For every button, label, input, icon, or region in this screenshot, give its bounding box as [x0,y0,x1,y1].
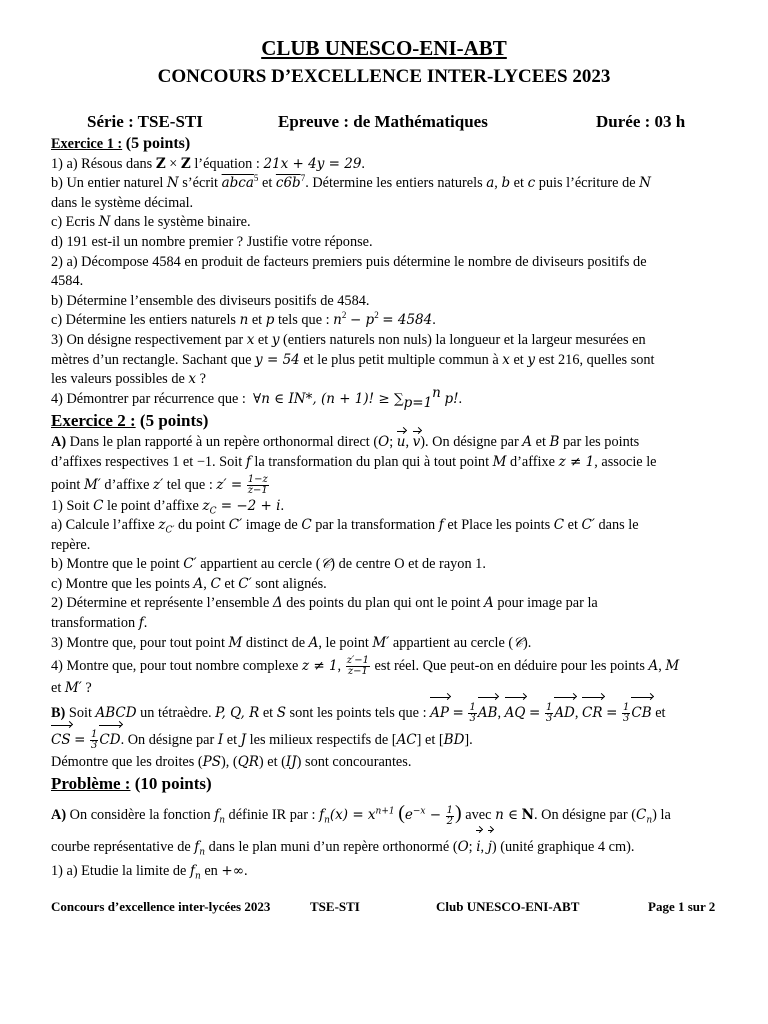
ex1-line: 2) a) Décompose 4584 en produit de facteurs premiers puis détermine le nombre de diviseurs positifs de [51,253,647,270]
ex2-line: d’affixes respectives 1 et −1. Soit f la transformation du plan qui à tout point M d’affixe z ≠ 1, associe le [51,453,657,470]
ex1-line: b) Un entier naturel N s’écrit abca$^5$ et $c6b^7$. Détermine les entiers naturels a, b et c puis l’écriture de N [51,173,651,192]
ex1-line: b) Détermine l’ensemble des diviseurs positifs de 4584. [51,292,370,309]
ex1-line: dans le système décimal. [51,194,194,211]
ex2-line: 3) Montre que, pour tout point M distinct de A, le point M′ appartient au cercle (𝒞). [51,634,532,651]
ex2-line: b) Montre que le point C′ appartient au cercle (𝒞) de centre O et de rayon 1. [51,556,486,573]
footer-right: Club UNESCO-ENI-ABT [436,899,580,914]
exam-body [51,134,721,882]
ex2-line: A) Dans le plan rapporté à un repère orthonormal direct (O; u, v). On désigne par A et B par les points [51,433,721,453]
ex1-line: c) Ecris N dans le système binaire. [51,214,251,231]
ex2-line: 2) Détermine et représente l’ensemble Δ des points du plan qui ont le point A pour image par la [51,595,598,612]
ex2-line: c) Montre que les points A, C et C′ sont alignés. [51,575,327,592]
probleme-heading [51,772,721,796]
ex2-line: 1) Soit C le point d’affixe $z_C = -2 + i$. [51,497,285,517]
ex2-line: 4) Montre que, pour tout nombre complexe z ≠ 1, $\frac{z'-1}{z-1}$ est réel. Que peut-on en déduire pour les points A, M [51,655,680,678]
exercise2-points: (5 points) [139,411,209,431]
epreuve-label: Epreuve : de Mathématiques [278,112,488,131]
ex1-line: 4) Démontrer par récurrence que : ∀n ∈ IN*, (n + 1)! ≥ $\sum_{p=1}^n$ p!. [51,384,463,411]
page-subtitle: CONCOURS D’EXCELLENCE INTER-LYCEES 2023 [157,66,611,87]
exercise2-heading [51,409,721,433]
exercise1-heading [51,134,721,155]
page-title: CLUB UNESCO-ENI-ABT [261,36,507,60]
ex2-line: et M′ ? [51,680,92,697]
ex2-line: point M′ d’affixe z′ tel que : z′ = $\frac{1-z}{z̄-1}$ [51,473,268,496]
ex2-line: B) Soit ABCD un tétraèdre. P, Q, R et S sont les points tels que : AP = $\frac{1}{3}$ AB, AQ = $\frac{1}{3}$ AD, CR = $\frac{1}{3}$ CB et [51,699,721,727]
probleme-label: Problème : [51,774,131,794]
ex1-line: c) Détermine les entiers naturels n et p tels que : $n^2 - p^2 = 4584$. [51,310,436,329]
prob-line: courbe représentative de $f_n$ dans le plan muni d’un repère orthonormé (O; i, j) (unité graphique 4 cm). [51,832,721,862]
duree-label: Durée : 03 h [596,112,686,131]
ex1-line: 4584. [51,273,84,290]
ex2-line: repère. [51,536,91,553]
ex1-line: les valeurs possibles de x ? [51,371,206,388]
footer-center: TSE-STI [310,899,360,914]
footer-left: Concours d’excellence inter-lycées 2023 [51,899,271,914]
ex1-line: d) 191 est-il un nombre premier ? Justifie votre réponse. [51,233,373,250]
ex1-line: 1) a) Résous dans Z × Z l’équation : 21x + 4y = 29. [51,155,365,172]
serie-label: Série : TSE-STI [87,112,203,131]
ex2-line: a) Calcule l’affixe $z_{C'}$ du point C′ image de C par la transformation f et Place les points C et C′ dans le [51,517,639,536]
prob-line: A) On considère la fonction $f_n$ définie IR par : $f_n(x) = x^{n+1}$ ($e^{-x}$ − $\frac{1}{2}$ ) avec n ∈ N. On désigne par $(C_n)$ la [51,802,671,827]
ex2-line: transformation f. [51,615,148,632]
footer-page-number: Page 1 sur 2 [648,899,716,914]
ex2-line: Démontre que les droites (PS), (QR) et (IJ) sont concourantes. [51,753,412,770]
exercise1-points: (5 points) [125,135,191,152]
exercise2-label: Exercice 2 : [51,411,136,431]
prob-line: 1) a) Etudie la limite de $f_n$ en +∞. [51,863,248,883]
ex2-line: CS = $\frac{1}{3}$ CD. On désigne par I et J les milieux respectifs de [AC] et [BD]. [51,727,721,753]
ex1-line: 3) On désigne respectivement par x et y (entiers naturels non nuls) la longueur et la largeur mesurées en [51,331,646,348]
ex1-line: mètres d’un rectangle. Sachant que y = 54 et le plus petit multiple commun à x et y est 216, quelles sont [51,351,655,368]
probleme-points: (10 points) [134,774,212,794]
exercise1-label: Exercice 1 : [51,136,123,152]
